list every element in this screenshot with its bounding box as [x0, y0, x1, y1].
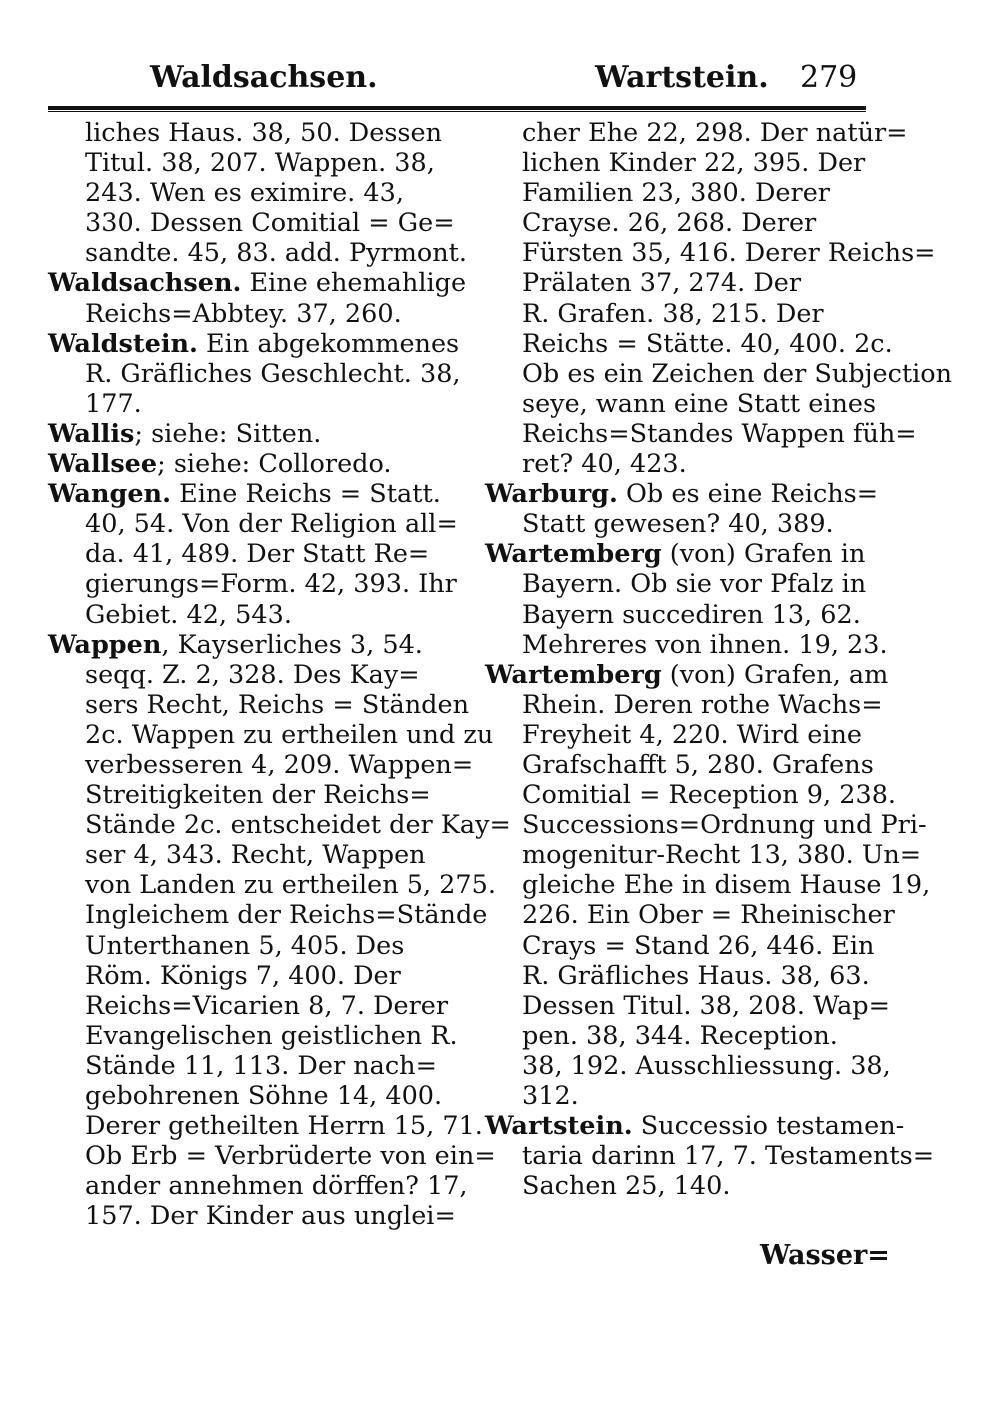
entry-headword: Warburg. [485, 479, 618, 510]
index-line [485, 749, 874, 780]
index-line [485, 388, 877, 419]
entry-text: Eine ehemahlige [241, 268, 467, 299]
entry-text: da. 41, 489. Der Statt Re= [85, 539, 430, 570]
entry-text: Ob es ein Zeichen der Subjection [522, 358, 953, 389]
entry-text: Eine Reichs = Statt. [170, 479, 441, 510]
entry-text: Fürsten 35, 416. Derer Reichs= [522, 238, 936, 269]
entry-text: Titul. 38, 207. Wappen. 38, [85, 148, 435, 179]
index-line [485, 1141, 935, 1172]
entry-text: sandte. 45, 83. add. Pyrmont. [85, 238, 468, 269]
entry-text: Grafschafft 5, 280. Grafens [522, 749, 874, 780]
entry-text: 177. [85, 388, 142, 419]
entry-text: lichen Kinder 22, 395. Der [522, 148, 866, 179]
index-line [48, 810, 511, 841]
index-line [48, 449, 448, 479]
entry-text: Familien 23, 380. Derer [522, 178, 830, 209]
entry-text: Bayern succediren 13, 62. [522, 599, 861, 630]
entry-text: Rhein. Deren rothe Wachs= [522, 689, 883, 720]
index-line [485, 148, 865, 178]
entry-text: 312. [522, 1081, 579, 1111]
entry-headword: Wallis [48, 418, 135, 449]
entry-text: Stände 2c. entscheidet der Kay= [85, 810, 511, 841]
index-line [48, 630, 448, 660]
index-line [485, 358, 953, 389]
entry-text: Reichs=Vicarien 8, 7. Derer [85, 990, 449, 1021]
entry-headword: Waldstein. [48, 328, 198, 359]
entry-text: pen. 38, 344. Reception. [522, 1020, 838, 1051]
index-line [485, 1111, 905, 1142]
index-line [485, 509, 865, 539]
entry-text: ; siehe: Colloredo. [157, 449, 392, 480]
left-column [48, 118, 511, 1232]
index-line [485, 629, 888, 660]
header-rule [48, 106, 866, 110]
index-line [48, 1051, 448, 1081]
page-number: 279 [800, 60, 858, 95]
entry-headword: Wartemberg [485, 659, 662, 690]
index-line [48, 870, 496, 901]
entry-text: Reichs = Stätte. 40, 400. 2c. [522, 328, 893, 359]
index-line [485, 268, 865, 298]
index-line [485, 689, 883, 720]
entry-text: Stände 11, 113. Der nach= [85, 1050, 437, 1081]
index-line [48, 660, 448, 690]
index-line [48, 178, 448, 208]
index-line [485, 479, 879, 510]
header-rule-thin [48, 111, 866, 112]
index-line [48, 600, 448, 630]
entry-text: R. Grafen. 38, 215. Der [522, 298, 824, 329]
index-line [48, 208, 455, 239]
entry-text: Freyheit 4, 220. Wird eine [522, 719, 863, 750]
entry-text: Crays = Stand 26, 446. Ein [522, 930, 875, 961]
index-line [48, 749, 474, 780]
index-line [485, 810, 927, 841]
entry-text: von Landen zu ertheilen 5, 275. [85, 870, 496, 901]
index-line [48, 118, 448, 148]
entry-text: Ob es eine Reichs= [617, 479, 879, 510]
entry-text: 226. Ein Ober = Rheinischer [522, 900, 895, 931]
entry-text: 2c. Wappen zu ertheilen und zu [85, 719, 494, 750]
entry-text: , Kayserliches 3, 54. [161, 629, 423, 660]
index-line [485, 1021, 865, 1051]
entry-headword: Wartstein. [485, 1111, 633, 1142]
entry-text: Streitigkeiten der Reichs= [85, 780, 431, 811]
entry-text: Reichs=Abbtey. 37, 260. [85, 298, 402, 329]
entry-text: gebohrenen Söhne 14, 400. [85, 1081, 443, 1111]
index-line [485, 299, 865, 329]
entry-text: Mehreres von ihnen. 19, 23. [522, 629, 888, 660]
entry-text: gleiche Ehe in disem Hause 19, [522, 870, 931, 901]
entry-headword: Wangen. [48, 479, 171, 510]
entry-text: mogenitur-Recht 13, 380. Un= [522, 840, 922, 871]
entry-text: verbesseren 4, 209. Wappen= [85, 749, 474, 780]
entry-text: 330. Dessen Comitial = Ge= [85, 208, 455, 239]
index-line [48, 238, 468, 269]
entry-text: Bayern. Ob sie vor Pfalz in [522, 569, 867, 600]
entry-text: R. Gräfliches Geschlecht. 38, [85, 358, 461, 389]
index-line [48, 900, 488, 931]
index-line [48, 1141, 496, 1172]
index-line [48, 1020, 458, 1051]
index-line [485, 178, 865, 208]
entry-text: gierungs=Form. 42, 393. Ihr [85, 569, 457, 600]
entry-text: Dessen Titul. 38, 208. Wap= [522, 990, 890, 1021]
index-line [485, 870, 931, 901]
index-line [485, 900, 895, 931]
index-line [48, 1171, 468, 1202]
entry-text: (von) Grafen, am [661, 659, 889, 690]
entry-text: ser 4, 343. Recht, Wappen [85, 840, 426, 871]
entry-text: Sachen 25, 140. [522, 1171, 731, 1202]
entry-text: Röm. Königs 7, 400. Der [85, 960, 401, 991]
index-line [485, 600, 865, 630]
entry-text: 38, 192. Ausschliessung. 38, [522, 1050, 891, 1081]
index-line [48, 719, 494, 750]
index-line [485, 328, 893, 359]
entry-text: seye, wann eine Statt eines [522, 388, 877, 419]
index-line [485, 539, 865, 569]
index-line [485, 449, 865, 479]
index-line [48, 389, 448, 419]
index-line [485, 238, 936, 269]
index-line [48, 148, 448, 178]
entry-text: liches Haus. 38, 50. Dessen [85, 118, 442, 148]
index-line [485, 1171, 865, 1201]
entry-text: Successions=Ordnung und Pri- [522, 810, 927, 841]
entry-text: Unterthanen 5, 405. Des [85, 930, 405, 961]
index-line [485, 720, 865, 750]
entry-headword: Wappen [48, 629, 162, 660]
index-line [48, 479, 448, 509]
running-head-right: Wartstein. [595, 60, 769, 95]
entry-text: Ingleichem der Reichs=Stände [85, 900, 488, 931]
entry-text: Statt gewesen? 40, 389. [522, 509, 834, 540]
entry-text: Ein abgekommenes [197, 328, 460, 359]
entry-text: Ob Erb = Verbrüderte von ein= [85, 1141, 496, 1172]
entry-text: sers Recht, Reichs = Ständen [85, 689, 470, 720]
index-line [48, 780, 448, 810]
index-line [485, 1081, 865, 1111]
index-line [48, 328, 460, 359]
entry-text: Derer getheilten Herrn 15, 71. [85, 1111, 483, 1142]
entry-text: Gebiet. 42, 543. [85, 599, 292, 630]
index-line [48, 539, 448, 569]
index-line [48, 358, 461, 389]
index-line [485, 990, 890, 1021]
catchword: Wasser= [760, 1240, 890, 1271]
running-head-left: Waldsachsen. [150, 60, 378, 95]
index-line [48, 991, 448, 1021]
index-line [48, 419, 448, 449]
index-line [48, 509, 458, 540]
entry-text: Prälaten 37, 274. Der [522, 268, 802, 299]
index-line [48, 1111, 483, 1142]
index-line [48, 961, 448, 991]
index-line [48, 689, 470, 720]
entry-text: Reichs=Standes Wappen füh= [522, 418, 917, 449]
entry-text: Evangelischen geistlichen R. [85, 1020, 458, 1051]
index-line [48, 931, 448, 961]
index-line [485, 960, 870, 991]
index-line [485, 930, 875, 961]
entry-headword: Wartemberg [485, 539, 662, 570]
entry-text: ret? 40, 423. [522, 449, 687, 480]
entry-text: 40, 54. Von der Religion all= [85, 509, 458, 540]
entry-text: cher Ehe 22, 298. Der natür= [522, 118, 908, 148]
index-line [48, 299, 448, 329]
index-line [48, 569, 457, 600]
right-column [485, 118, 953, 1202]
entry-text: ander annehmen dörffen? 17, [85, 1171, 468, 1202]
index-line [48, 1201, 456, 1232]
index-line [485, 840, 922, 871]
index-line [48, 1081, 448, 1111]
entry-text: Crayse. 26, 268. Derer [522, 208, 817, 239]
entry-headword: Waldsachsen. [48, 268, 242, 299]
entry-headword: Wallsee [48, 449, 158, 480]
entry-text: taria darinn 17, 7. Testaments= [522, 1141, 935, 1172]
entry-text: 157. Der Kinder aus unglei= [85, 1201, 456, 1232]
index-line [485, 418, 917, 449]
index-line [485, 569, 865, 599]
index-line [48, 840, 448, 870]
index-line [485, 780, 897, 811]
index-line [485, 118, 908, 148]
index-line [485, 1050, 891, 1081]
entry-text: R. Gräfliches Haus. 38, 63. [522, 960, 870, 991]
entry-text: seqq. Z. 2, 328. Des Kay= [85, 659, 420, 690]
entry-text: (von) Grafen in [661, 539, 866, 570]
entry-text: 243. Wen es eximire. 43, [85, 178, 404, 209]
index-line [48, 268, 467, 299]
index-line [485, 208, 865, 238]
entry-text: ; siehe: Sitten. [134, 418, 322, 449]
index-line [485, 659, 889, 690]
entry-text: Comitial = Reception 9, 238. [522, 780, 897, 811]
entry-text: Successio testamen- [632, 1111, 905, 1142]
